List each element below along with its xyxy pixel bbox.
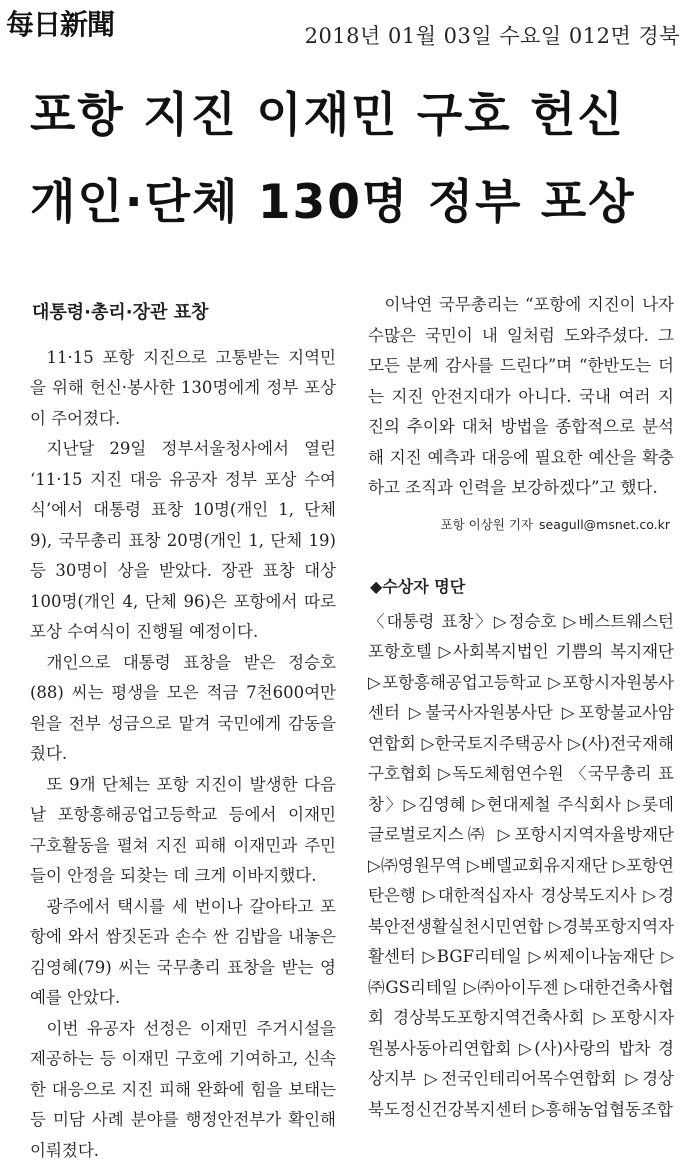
recipient-name: ▷ 씨제이나눔재단 — [529, 947, 655, 966]
headline-line-2: 개인·단체 130명 정부 포상 — [30, 165, 670, 232]
presidential-recipients — [368, 612, 674, 784]
headline-line-1: 포항 지진 이재민 구호 헌신 — [30, 78, 670, 145]
recipient-name: ▷ (사)전국재해구호협회 — [368, 734, 674, 784]
recipient-name: ▷ 포항불교사암연합회 — [368, 703, 674, 753]
recipient-name: ▷ 베스트웨스턴 포항호텔 — [368, 612, 674, 662]
newspaper-name: 每日新聞 — [6, 5, 116, 45]
recipient-name: ▷ ㈜GS리테일 — [368, 947, 674, 997]
recipient-name: ▷ 한국토지주택공사 — [422, 734, 563, 753]
presidential-award-label: 〈대통령 표창〉 — [368, 612, 494, 631]
article-paragraph: 이낙연 국무총리는 “포항에 지진이 나자 수많은 국민이 내 일처럼 도와주셨다. 그 모든 분께 감사를 드린다”며 “한반도는 더는 지진 안전지대가 아니다. 국내 여러 지진의 추이와 대처 방법을 종합적으로 분석해 지진 예측과 대응에 필요한 예산을 확충하고 조직과 인력을 보강하겠다”고 했다. — [368, 290, 674, 504]
newspaper-logo — [6, 5, 116, 45]
article-paragraph: 개인으로 대통령 표창을 받은 정승호(88) 씨는 평생을 모은 적금 7천600여만원을 전부 성금으로 맡겨 국민에게 감동을 줬다. — [30, 648, 336, 770]
recipient-name: ▷ 포항시자원봉사동아리연합회 — [368, 1008, 674, 1058]
article-left-column — [30, 290, 336, 1166]
recipient-name: ▷ 정승호 — [494, 612, 557, 631]
recipient-name: ▷ 베델교회유지재단 — [467, 856, 608, 875]
article-paragraph: 이번 유공자 선정은 이재민 주거시설을 제공하는 등 이재민 구호에 기여하고, 신속한 대응으로 지진 피해 완화에 힘을 보태는 등 미담 사례 분야를 행정안전부가 확인해 이뤄졌다. — [30, 1014, 336, 1166]
recipient-name: ▷ 포항흥해공업고등학교 — [368, 673, 542, 692]
byline — [368, 510, 670, 541]
recipient-name: ▷ 대한적십자사 경상북도지사 — [423, 886, 636, 905]
recipients-title: ◆수상자 명단 — [370, 572, 674, 603]
recipient-name: ▷ 포항시자원봉사센터 — [368, 673, 674, 723]
recipients-list — [368, 607, 674, 1126]
byline-reporter: 포항 이상원 기자 — [441, 517, 533, 532]
recipient-name: ▷ 현대제철 주식회사 — [472, 795, 621, 814]
recipient-name: ▷ 경북포항지역자활센터 — [368, 917, 674, 967]
recipient-name: ▷ 김영혜 — [404, 795, 466, 814]
subheadline: 대통령·총리·장관 표창 — [32, 298, 336, 329]
recipient-name: ▷ 경북안전생활실천시민연합 — [368, 886, 674, 936]
recipient-name: ▷ 사회복지법인 기쁨의 복지재단 — [439, 642, 674, 661]
article-paragraph: 지난달 29일 정부서울청사에서 열린 ‘11·15 지진 대응 유공자 정부 포상 수여식’에서 대통령 표창 10명(개인 1, 단체 9), 국무총리 표창 20명(개인 1, 단체 19) 등 30명이 상을 받았다. 장관 표창 대상 100명(개인 4, 단체 96)은 포항에서 따로 포상 수여식이 진행될 예정이다. — [30, 434, 336, 648]
recipient-name: ▷ (사)사랑의 밥차 경상지부 — [368, 1039, 674, 1089]
byline-email: seagull@msnet.co.kr — [539, 517, 670, 532]
recipient-name: ▷ 불국사자원봉사단 — [409, 703, 553, 722]
recipient-name: ▷ 경상북도정신건강복지센터 — [368, 1069, 674, 1119]
recipient-name: ▷ 독도체험연수원 — [438, 764, 563, 783]
recipient-name: ▷ 흥해농업협동조합 — [533, 1100, 673, 1119]
pm-recipients — [368, 795, 674, 1119]
recipient-name: ▷ 대한건축사협회 경상북도포항지역건축사회 — [368, 978, 674, 1028]
recipient-name: ▷ ㈜아이두젠 — [464, 978, 559, 997]
recipient-name: ▷ 포항시지역자율방재단 — [498, 825, 674, 844]
recipient-name: ▷ 전국인테리어목수연합회 — [425, 1069, 617, 1088]
recipient-name: ▷ ㈜영원무역 — [368, 856, 462, 875]
article-paragraph: 11·15 포항 지진으로 고통받는 지역민을 위해 헌신·봉사한 130명에게 정부 포상이 주어졌다. — [30, 343, 336, 435]
article-paragraph: 광주에서 택시를 세 번이나 갈아타고 포항에 와서 쌈짓돈과 손수 싼 김밥을 내놓은 김영혜(79) 씨는 국무총리 표창을 받는 영예를 안았다. — [30, 892, 336, 1014]
dateline: 2018년 01월 03일 수요일 012면 경북 — [305, 20, 680, 50]
recipient-name: ▷ 포항연탄은행 — [368, 856, 674, 906]
recipient-name: ▷ 롯데글로벌로지스㈜ — [368, 795, 674, 845]
article-paragraph: 또 9개 단체는 포항 지진이 발생한 다음 날 포항흥해공업고등학교 등에서 이재민 구호활동을 펼쳐 지진 피해 이재민과 주민들이 안정을 되찾는 데 크게 이바지했다. — [30, 770, 336, 892]
recipient-name: ▷ BGF리테일 — [423, 947, 522, 966]
pm-award-label: 〈국무총리 표창〉 — [368, 764, 674, 814]
article-right-column — [368, 290, 674, 1125]
